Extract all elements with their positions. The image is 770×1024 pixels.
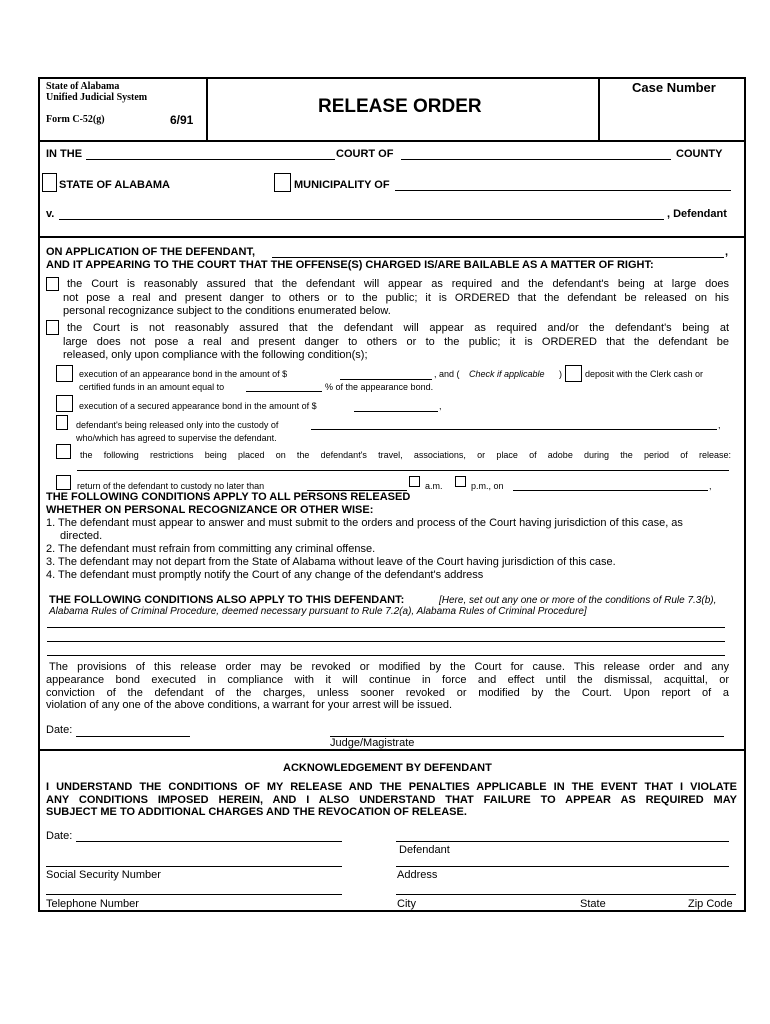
versus-label: v.: [46, 208, 55, 220]
check-if-applicable-close: ): [559, 369, 562, 379]
acknowledgement-heading: ACKNOWLEDGEMENT BY DEFENDANT: [283, 762, 492, 774]
option2-line3: released, only upon compliance with the following condition(s);: [63, 349, 368, 361]
return-custody-checkbox[interactable]: [56, 475, 71, 490]
pm-checkbox[interactable]: [455, 476, 466, 487]
court-of-label: COURT OF: [336, 148, 394, 160]
return-date-field[interactable]: [513, 490, 708, 491]
general-heading-line2: WHETHER ON PERSONAL RECOGNIZANCE OR OTHER WISE:: [46, 504, 374, 516]
general-item-1: 1. The defendant must appear to answer and must submit to the orders and process of the Court having jurisdiction of this case, as: [46, 517, 683, 529]
state-of-alabama-checkbox[interactable]: [42, 173, 57, 192]
restrictions-checkbox[interactable]: [56, 444, 71, 459]
option1-line1: the Court is reasonably assured that the defendant will appear as required and the defendant's being at large does: [67, 278, 729, 290]
custody-supervise-label: who/which has agreed to supervise the defendant.: [76, 433, 277, 443]
municipality-label: MUNICIPALITY OF: [294, 179, 390, 191]
acknowledgement-line1: I UNDERSTAND THE CONDITIONS OF MY RELEASE AND THE PENALTIES APPLICABLE IN THE EVENT THAT I VIOLATE: [46, 781, 737, 793]
general-item-4: 4. The defendant must promptly notify the Court of any change of the defendant's address: [46, 569, 484, 581]
defendant-signature-label: Defendant: [399, 844, 450, 856]
custody-person-field[interactable]: [311, 429, 717, 430]
special-condition-field-2[interactable]: [47, 641, 725, 642]
order-date-field[interactable]: [76, 736, 190, 737]
cash-deposit-label: deposit with the Clerk cash or: [585, 369, 704, 379]
state-label: State of Alabama: [46, 81, 120, 92]
return-date-comma: ,: [709, 481, 712, 491]
system-label: Unified Judicial System: [46, 92, 148, 103]
special-condition-field-1[interactable]: [47, 627, 725, 628]
defendant-date-field[interactable]: [76, 841, 342, 842]
appearance-bond-checkbox[interactable]: [56, 365, 73, 382]
option-recognizance-checkbox[interactable]: [46, 277, 59, 291]
header-bottom-rule: [38, 140, 746, 142]
provisions-line3: conviction of the defendant of the charges, unless sooner revoked or modified by the Court. Upon report of a: [46, 687, 729, 699]
municipality-field[interactable]: [395, 190, 731, 191]
zip-code-label: Zip Code: [688, 898, 733, 910]
pm-label: p.m., on: [471, 481, 504, 491]
acknowledgement-top-rule: [38, 749, 746, 751]
general-item-1-cont: directed.: [60, 530, 103, 542]
appearance-bond-label: execution of an appearance bond in the amount of $: [79, 369, 288, 379]
percent-of-bond-label: % of the appearance bond.: [325, 382, 434, 392]
header-divider-right: [598, 77, 600, 141]
restrictions-field[interactable]: [77, 470, 729, 471]
ssn-field[interactable]: [46, 866, 342, 867]
application-comma: ,: [725, 246, 729, 258]
general-heading-line1: THE FOLLOWING CONDITIONS APPLY TO ALL PERSONS RELEASED: [46, 491, 411, 503]
city-state-zip-field[interactable]: [396, 894, 736, 895]
custody-comma: ,: [718, 420, 721, 430]
defendant-label: , Defendant: [667, 208, 727, 220]
custody-label: defendant's being released only into the custody of: [76, 420, 279, 430]
general-item-2: 2. The defendant must refrain from committing any criminal offense.: [46, 543, 376, 555]
am-label: a.m.: [425, 481, 443, 491]
county-label: COUNTY: [676, 148, 723, 160]
appearance-bond-amount-field[interactable]: [340, 379, 432, 380]
municipality-checkbox[interactable]: [274, 173, 291, 192]
page-title: RELEASE ORDER: [318, 96, 482, 117]
county-name-field[interactable]: [401, 159, 671, 160]
option-conditions-checkbox[interactable]: [46, 320, 59, 335]
case-number-label: Case Number: [632, 80, 716, 95]
state-of-alabama-label: STATE OF ALABAMA: [59, 179, 171, 191]
certified-funds-percent-field[interactable]: [246, 391, 322, 392]
secured-bond-label: execution of a secured appearance bond in the amount of $: [79, 401, 317, 411]
header-divider-left: [206, 77, 208, 141]
option1-line3: personal recognizance subject to the conditions enumerated below.: [63, 305, 391, 317]
telephone-label: Telephone Number: [46, 898, 139, 910]
parties-bottom-rule: [38, 236, 746, 238]
special-note-line1: [Here, set out any one or more of the conditions of Rule 7.3(b),: [439, 595, 717, 606]
secured-bond-comma: ,: [439, 401, 442, 411]
form-number: Form C-52(g): [46, 114, 105, 125]
secured-bond-checkbox[interactable]: [56, 395, 73, 412]
state-label-address: State: [580, 898, 606, 910]
return-custody-label: return of the defendant to custody no later than: [77, 481, 265, 491]
secured-bond-amount-field[interactable]: [354, 411, 438, 412]
general-item-3: 3. The defendant may not depart from the State of Alabama without leave of the Court having jurisdiction of this case.: [46, 556, 616, 568]
check-if-applicable-label: Check if applicable: [469, 369, 545, 379]
city-label: City: [397, 898, 416, 910]
address-field[interactable]: [396, 866, 729, 867]
option1-line2: not pose a real and present danger to others or to the public; it is ORDERED that the defendant be released on his: [63, 292, 729, 304]
option2-line1: the Court is not reasonably assured that the defendant will appear as required and/or the defendant's being at: [67, 322, 729, 334]
cash-deposit-checkbox[interactable]: [565, 365, 582, 382]
defendant-date-label: Date:: [46, 830, 73, 842]
am-checkbox[interactable]: [409, 476, 420, 487]
application-line2: AND IT APPEARING TO THE COURT THAT THE OFFENSE(S) CHARGED IS/ARE BAILABLE AS A MATTER OF RIGHT:: [46, 259, 654, 271]
application-line1: ON APPLICATION OF THE DEFENDANT,: [46, 246, 255, 258]
in-the-label: IN THE: [46, 148, 83, 160]
address-label: Address: [397, 869, 438, 881]
special-heading: THE FOLLOWING CONDITIONS ALSO APPLY TO THIS DEFENDANT:: [49, 594, 405, 606]
judge-label: Judge/Magistrate: [330, 737, 415, 749]
special-note-line2: Alabama Rules of Criminal Procedure, deemed necessary pursuant to Rule 7.2(a), Alabama Rules of Criminal Procedure]: [49, 606, 587, 617]
order-date-label: Date:: [46, 724, 73, 736]
telephone-field[interactable]: [46, 894, 342, 895]
provisions-line4: violation of any one of the above conditions, a warrant for your arrest will be issued.: [46, 699, 453, 711]
certified-funds-label: certified funds in an amount equal to: [79, 382, 225, 392]
provisions-line2: appearance bond executed in compliance with it will continue in force and effect until the dismissal, acquittal, or: [46, 674, 729, 686]
check-if-applicable-open: , and (: [434, 369, 460, 379]
ssn-label: Social Security Number: [46, 869, 161, 881]
form-revision: 6/91: [170, 113, 194, 127]
custody-checkbox[interactable]: [56, 415, 68, 430]
defendant-name-field[interactable]: [59, 219, 664, 220]
court-name-field[interactable]: [86, 159, 335, 160]
provisions-line1: The provisions of this release order may be revoked or modified by the Court for cause. This release order and any: [49, 661, 729, 673]
option2-line2: large does not pose a real and present danger to others or to the public; it is ORDERED that the defendant be: [63, 336, 729, 348]
acknowledgement-line2: ANY CONDITIONS IMPOSED HEREIN, AND I ALSO UNDERSTAND THAT FAILURE TO APPEAR AS REQUIRED MAY: [46, 794, 737, 806]
defendant-signature-field[interactable]: [396, 841, 729, 842]
acknowledgement-line3: SUBJECT ME TO ADDITIONAL CHARGES AND THE REVOCATION OF RELEASE.: [46, 806, 467, 818]
restrictions-label: the following restrictions being placed on the defendant's travel, associations, or place of adobe during the period of release:: [80, 450, 731, 460]
applicant-field[interactable]: [272, 257, 724, 258]
special-condition-field-3[interactable]: [47, 655, 725, 656]
